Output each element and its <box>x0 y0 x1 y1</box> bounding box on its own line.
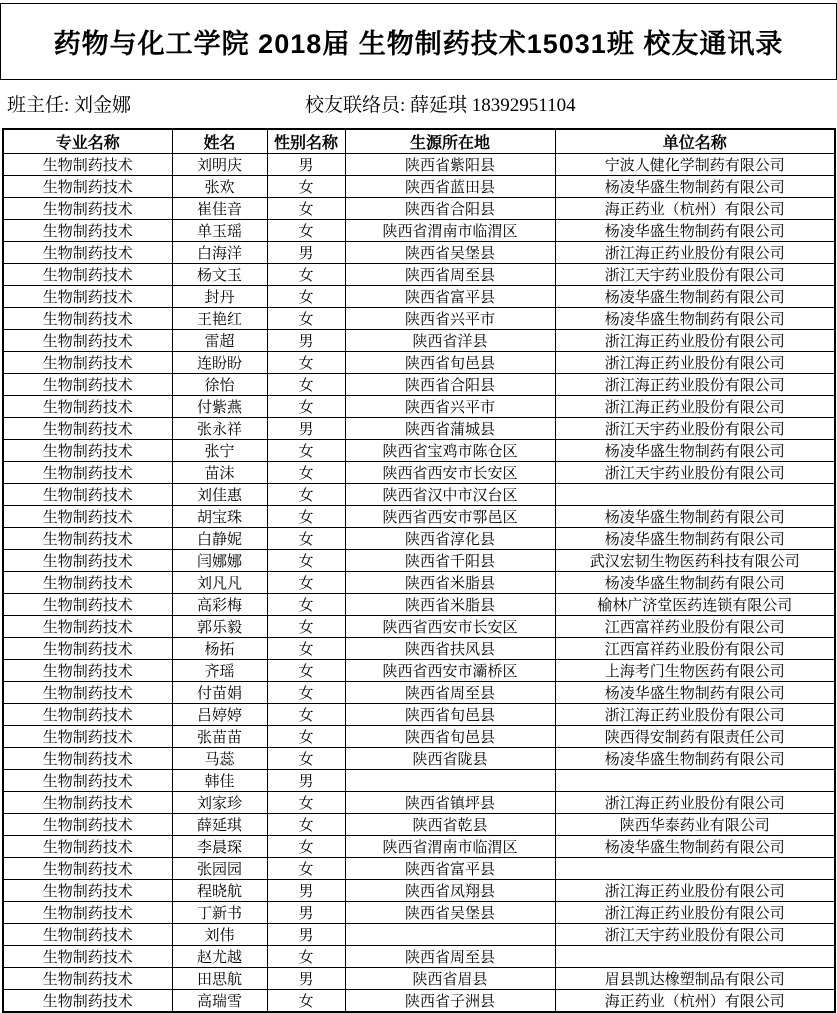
table-cell: 浙江海正药业股份有限公司 <box>555 352 835 374</box>
table-cell: 男 <box>267 924 345 946</box>
table-cell: 雷超 <box>172 330 267 352</box>
table-cell: 刘凡凡 <box>172 572 267 594</box>
table-row <box>3 858 835 880</box>
table-row <box>3 880 835 902</box>
table-cell: 陕西省扶风县 <box>345 638 555 660</box>
table-cell: 高彩梅 <box>172 594 267 616</box>
table-body <box>3 154 835 1013</box>
column-header: 姓名 <box>172 129 267 154</box>
table-cell: 女 <box>267 528 345 550</box>
table-cell: 生物制药技术 <box>3 638 172 660</box>
table-cell: 陕西省西安市长安区 <box>345 616 555 638</box>
table-cell: 生物制药技术 <box>3 506 172 528</box>
table-cell: 陕西省陇县 <box>345 748 555 770</box>
table-cell: 白静妮 <box>172 528 267 550</box>
table-cell: 胡宝珠 <box>172 506 267 528</box>
table-cell: 刘佳惠 <box>172 484 267 506</box>
title-box <box>0 3 837 80</box>
table-cell: 杨凌华盛生物制药有限公司 <box>555 308 835 330</box>
table-cell: 郭乐毅 <box>172 616 267 638</box>
table-cell: 女 <box>267 198 345 220</box>
table-cell: 陕西省合阳县 <box>345 374 555 396</box>
table-cell: 浙江海正药业股份有限公司 <box>555 902 835 924</box>
table-cell <box>345 770 555 792</box>
table-cell: 女 <box>267 748 345 770</box>
table-cell: 女 <box>267 220 345 242</box>
table-cell: 女 <box>267 594 345 616</box>
table-cell: 陕西省旬邑县 <box>345 704 555 726</box>
table-cell: 张永祥 <box>172 418 267 440</box>
table-row <box>3 528 835 550</box>
table-cell: 陕西得安制药有限责任公司 <box>555 726 835 748</box>
table-cell: 生物制药技术 <box>3 902 172 924</box>
table-cell: 男 <box>267 154 345 176</box>
table-cell: 白海洋 <box>172 242 267 264</box>
table-cell: 付紫燕 <box>172 396 267 418</box>
table-row <box>3 946 835 968</box>
table-cell: 浙江海正药业股份有限公司 <box>555 792 835 814</box>
table-cell: 生物制药技术 <box>3 198 172 220</box>
table-cell: 韩佳 <box>172 770 267 792</box>
table-cell: 陕西省周至县 <box>345 682 555 704</box>
table-cell: 女 <box>267 484 345 506</box>
table-cell <box>555 770 835 792</box>
table-cell: 生物制药技术 <box>3 616 172 638</box>
table-row <box>3 308 835 330</box>
table-cell: 杨凌华盛生物制药有限公司 <box>555 220 835 242</box>
table-cell: 生物制药技术 <box>3 528 172 550</box>
table-row <box>3 374 835 396</box>
table-cell: 陕西华泰药业有限公司 <box>555 814 835 836</box>
column-header: 生源所在地 <box>345 129 555 154</box>
table-cell: 陕西省镇坪县 <box>345 792 555 814</box>
table-cell: 陕西省西安市鄠邑区 <box>345 506 555 528</box>
table-cell: 杨凌华盛生物制药有限公司 <box>555 176 835 198</box>
table-cell <box>555 946 835 968</box>
table-cell: 陕西省凤翔县 <box>345 880 555 902</box>
table-cell: 女 <box>267 792 345 814</box>
table-cell: 赵尤越 <box>172 946 267 968</box>
table-cell: 女 <box>267 814 345 836</box>
table-cell: 生物制药技术 <box>3 462 172 484</box>
table-row <box>3 660 835 682</box>
table-row <box>3 814 835 836</box>
table-cell: 生物制药技术 <box>3 396 172 418</box>
table-cell: 生物制药技术 <box>3 748 172 770</box>
table-row <box>3 836 835 858</box>
table-cell: 陕西省淳化县 <box>345 528 555 550</box>
table-cell: 张宁 <box>172 440 267 462</box>
table-row <box>3 682 835 704</box>
table-cell: 生物制药技术 <box>3 792 172 814</box>
table-row <box>3 506 835 528</box>
table-cell: 浙江天宇药业股份有限公司 <box>555 462 835 484</box>
table-cell: 杨凌华盛生物制药有限公司 <box>555 506 835 528</box>
table-cell: 生物制药技术 <box>3 990 172 1013</box>
table-row <box>3 330 835 352</box>
table-cell: 杨拓 <box>172 638 267 660</box>
table-cell: 陕西省蓝田县 <box>345 176 555 198</box>
table-cell: 江西富祥药业股份有限公司 <box>555 616 835 638</box>
table-row <box>3 176 835 198</box>
table-cell: 女 <box>267 660 345 682</box>
table-cell: 海正药业（杭州）有限公司 <box>555 990 835 1013</box>
table-cell: 吕婷婷 <box>172 704 267 726</box>
table-row <box>3 990 835 1013</box>
table-cell: 杨凌华盛生物制药有限公司 <box>555 748 835 770</box>
table-cell: 浙江海正药业股份有限公司 <box>555 242 835 264</box>
table-cell: 生物制药技术 <box>3 308 172 330</box>
table-row <box>3 770 835 792</box>
alumni-liaison-info: 校友联络员: 薛延琪 18392951104 <box>305 95 576 116</box>
table-cell: 男 <box>267 968 345 990</box>
table-cell: 陕西省眉县 <box>345 968 555 990</box>
table-cell: 李晨琛 <box>172 836 267 858</box>
table-cell: 杨凌华盛生物制药有限公司 <box>555 440 835 462</box>
class-teacher-info: 班主任: 刘金娜 <box>7 95 132 116</box>
alumni-table <box>2 128 836 1013</box>
table-cell: 陕西省旬邑县 <box>345 726 555 748</box>
table-cell: 徐怡 <box>172 374 267 396</box>
info-row <box>0 90 837 122</box>
table-cell: 陕西省乾县 <box>345 814 555 836</box>
table-cell: 陕西省洋县 <box>345 330 555 352</box>
table-row <box>3 264 835 286</box>
table-cell: 生物制药技术 <box>3 858 172 880</box>
table-row <box>3 418 835 440</box>
table-row <box>3 440 835 462</box>
table-cell: 杨凌华盛生物制药有限公司 <box>555 572 835 594</box>
table-cell: 生物制药技术 <box>3 484 172 506</box>
table-cell: 女 <box>267 946 345 968</box>
table-cell: 生物制药技术 <box>3 880 172 902</box>
table-cell: 浙江天宇药业股份有限公司 <box>555 418 835 440</box>
table-cell: 陕西省兴平市 <box>345 396 555 418</box>
table-cell: 生物制药技术 <box>3 814 172 836</box>
table-cell: 陕西省汉中市汉台区 <box>345 484 555 506</box>
table-cell: 付苗娟 <box>172 682 267 704</box>
table-cell: 闫娜娜 <box>172 550 267 572</box>
table-row <box>3 968 835 990</box>
table-cell: 生物制药技术 <box>3 682 172 704</box>
table-cell: 生物制药技术 <box>3 330 172 352</box>
table-cell <box>345 924 555 946</box>
table-cell: 陕西省西安市灞桥区 <box>345 660 555 682</box>
table-cell: 杨凌华盛生物制药有限公司 <box>555 682 835 704</box>
table-cell: 丁新书 <box>172 902 267 924</box>
table-cell: 女 <box>267 990 345 1013</box>
table-cell: 浙江海正药业股份有限公司 <box>555 330 835 352</box>
table-cell: 陕西省紫阳县 <box>345 154 555 176</box>
table-cell: 程晓航 <box>172 880 267 902</box>
table-cell: 女 <box>267 462 345 484</box>
table-cell: 陕西省米脂县 <box>345 572 555 594</box>
table-row <box>3 462 835 484</box>
table-cell: 生物制药技术 <box>3 594 172 616</box>
table-cell: 陕西省合阳县 <box>345 198 555 220</box>
table-row <box>3 352 835 374</box>
table-cell: 陕西省周至县 <box>345 264 555 286</box>
table-cell: 女 <box>267 858 345 880</box>
table-cell: 女 <box>267 396 345 418</box>
table-row <box>3 286 835 308</box>
table-cell: 女 <box>267 374 345 396</box>
table-cell: 女 <box>267 616 345 638</box>
table-row <box>3 792 835 814</box>
table-cell: 男 <box>267 880 345 902</box>
table-cell: 张欢 <box>172 176 267 198</box>
table-cell: 女 <box>267 264 345 286</box>
table-cell: 上海考门生物医药有限公司 <box>555 660 835 682</box>
table-cell: 男 <box>267 330 345 352</box>
table-cell: 陕西省富平县 <box>345 858 555 880</box>
table-cell <box>555 484 835 506</box>
table-row <box>3 924 835 946</box>
table-row <box>3 220 835 242</box>
table-cell: 宁波人健化学制药有限公司 <box>555 154 835 176</box>
table-cell: 刘家珍 <box>172 792 267 814</box>
table-cell: 单玉瑶 <box>172 220 267 242</box>
table-cell: 杨凌华盛生物制药有限公司 <box>555 286 835 308</box>
header-row <box>3 129 835 154</box>
table-row <box>3 594 835 616</box>
table-cell: 女 <box>267 704 345 726</box>
table-row <box>3 396 835 418</box>
table-cell: 生物制药技术 <box>3 242 172 264</box>
table-cell: 崔佳音 <box>172 198 267 220</box>
table-cell: 刘伟 <box>172 924 267 946</box>
page-title: 药物与化工学院 2018届 生物制药技术15031班 校友通讯录 <box>53 29 784 59</box>
table-cell: 陕西省吴堡县 <box>345 902 555 924</box>
table-cell: 生物制药技术 <box>3 374 172 396</box>
table-cell: 女 <box>267 440 345 462</box>
table-cell: 薛延琪 <box>172 814 267 836</box>
table-cell: 生物制药技术 <box>3 352 172 374</box>
table-cell: 陕西省西安市长安区 <box>345 462 555 484</box>
table-cell: 陕西省吴堡县 <box>345 242 555 264</box>
table-cell: 女 <box>267 352 345 374</box>
table-cell: 女 <box>267 550 345 572</box>
table-row <box>3 242 835 264</box>
table-cell: 江西富祥药业股份有限公司 <box>555 638 835 660</box>
table-cell: 女 <box>267 506 345 528</box>
table-cell: 女 <box>267 286 345 308</box>
table-cell: 男 <box>267 242 345 264</box>
table-cell: 生物制药技术 <box>3 660 172 682</box>
table-cell: 男 <box>267 770 345 792</box>
column-header: 专业名称 <box>3 129 172 154</box>
table-cell: 杨文玉 <box>172 264 267 286</box>
table-cell: 女 <box>267 308 345 330</box>
table-cell: 女 <box>267 638 345 660</box>
table-cell: 女 <box>267 572 345 594</box>
table-row <box>3 616 835 638</box>
table-cell: 陕西省富平县 <box>345 286 555 308</box>
table-cell: 浙江海正药业股份有限公司 <box>555 880 835 902</box>
table-cell: 陕西省千阳县 <box>345 550 555 572</box>
column-header: 性别名称 <box>267 129 345 154</box>
table-cell: 陕西省兴平市 <box>345 308 555 330</box>
table-cell: 陕西省子洲县 <box>345 990 555 1013</box>
table-cell: 生物制药技术 <box>3 264 172 286</box>
table-cell: 生物制药技术 <box>3 704 172 726</box>
table-cell: 浙江海正药业股份有限公司 <box>555 396 835 418</box>
table-cell: 齐瑶 <box>172 660 267 682</box>
table-cell: 榆林广济堂医药连锁有限公司 <box>555 594 835 616</box>
table-cell: 连盼盼 <box>172 352 267 374</box>
table-cell: 生物制药技术 <box>3 154 172 176</box>
table-cell: 生物制药技术 <box>3 770 172 792</box>
table-cell: 陕西省蒲城县 <box>345 418 555 440</box>
column-header: 单位名称 <box>555 129 835 154</box>
table-cell: 女 <box>267 682 345 704</box>
table-cell: 生物制药技术 <box>3 176 172 198</box>
table-cell: 杨凌华盛生物制药有限公司 <box>555 836 835 858</box>
table-cell: 陕西省周至县 <box>345 946 555 968</box>
table-cell: 生物制药技术 <box>3 550 172 572</box>
table-cell: 刘明庆 <box>172 154 267 176</box>
table-cell: 生物制药技术 <box>3 220 172 242</box>
table-cell: 浙江天宇药业股份有限公司 <box>555 924 835 946</box>
table-cell: 生物制药技术 <box>3 924 172 946</box>
table-cell: 女 <box>267 176 345 198</box>
table-cell: 田思航 <box>172 968 267 990</box>
table-row <box>3 154 835 176</box>
table-row <box>3 572 835 594</box>
table-row <box>3 198 835 220</box>
table-cell: 男 <box>267 902 345 924</box>
table-row <box>3 902 835 924</box>
table-cell: 陕西省渭南市临渭区 <box>345 836 555 858</box>
table-cell: 陕西省旬邑县 <box>345 352 555 374</box>
table-cell: 眉县凯达橡塑制品有限公司 <box>555 968 835 990</box>
table-row <box>3 704 835 726</box>
table-cell: 男 <box>267 418 345 440</box>
table-cell: 生物制药技术 <box>3 726 172 748</box>
table-cell: 武汉宏韧生物医药科技有限公司 <box>555 550 835 572</box>
table-cell: 陕西省渭南市临渭区 <box>345 220 555 242</box>
table-cell: 生物制药技术 <box>3 968 172 990</box>
table-cell: 生物制药技术 <box>3 572 172 594</box>
table-row <box>3 484 835 506</box>
table-cell: 封丹 <box>172 286 267 308</box>
table-cell: 生物制药技术 <box>3 946 172 968</box>
table-cell: 浙江海正药业股份有限公司 <box>555 374 835 396</box>
table-cell: 女 <box>267 726 345 748</box>
table-cell: 张苗苗 <box>172 726 267 748</box>
table-cell: 生物制药技术 <box>3 440 172 462</box>
table-cell: 浙江海正药业股份有限公司 <box>555 704 835 726</box>
table-row <box>3 748 835 770</box>
table-cell: 苗沫 <box>172 462 267 484</box>
table-cell: 陕西省米脂县 <box>345 594 555 616</box>
table-cell: 陕西省宝鸡市陈仓区 <box>345 440 555 462</box>
table-cell: 女 <box>267 836 345 858</box>
table-cell: 生物制药技术 <box>3 836 172 858</box>
table-row <box>3 726 835 748</box>
table-cell: 浙江天宇药业股份有限公司 <box>555 264 835 286</box>
table-cell <box>555 858 835 880</box>
table-cell: 高瑞雪 <box>172 990 267 1013</box>
table-cell: 张园园 <box>172 858 267 880</box>
table-cell: 杨凌华盛生物制药有限公司 <box>555 528 835 550</box>
table-row <box>3 638 835 660</box>
table-cell: 马蕊 <box>172 748 267 770</box>
table-cell: 王艳红 <box>172 308 267 330</box>
table-cell: 生物制药技术 <box>3 418 172 440</box>
table-cell: 生物制药技术 <box>3 286 172 308</box>
table-row <box>3 550 835 572</box>
table-cell: 海正药业（杭州）有限公司 <box>555 198 835 220</box>
